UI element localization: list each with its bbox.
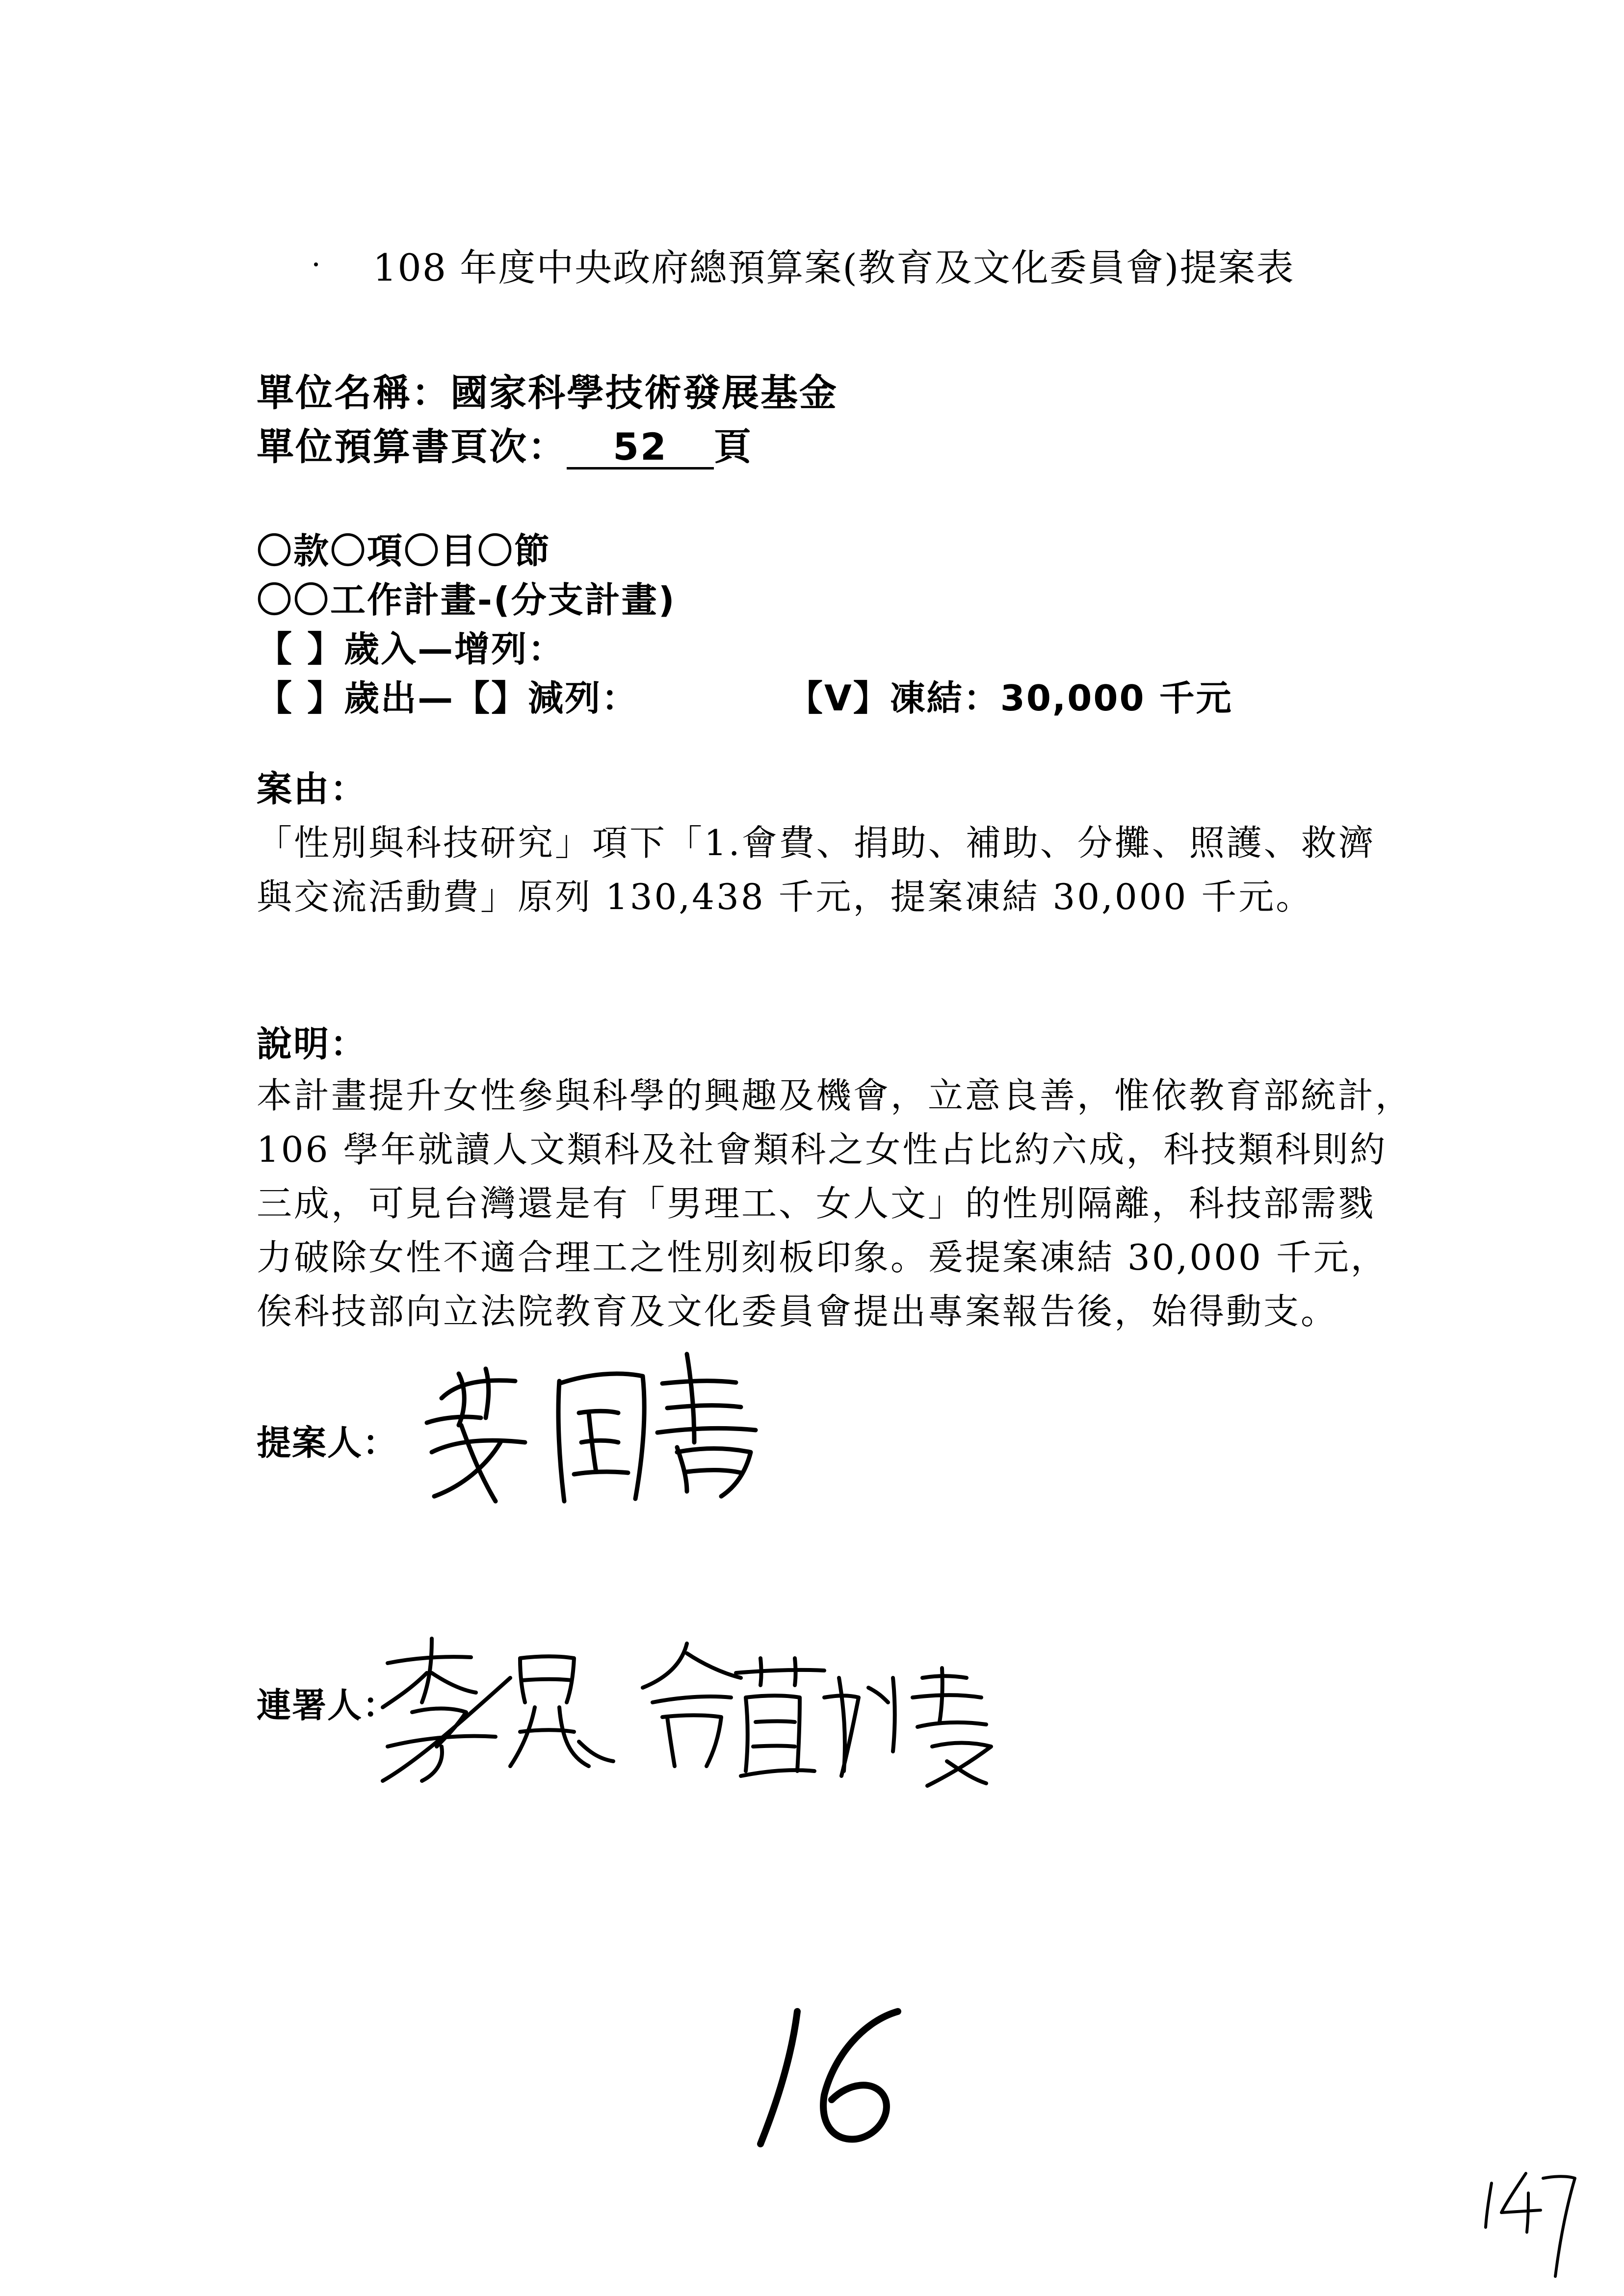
cosigner-label: 連署人： — [257, 1685, 398, 1725]
budget-page-suffix: 頁 — [714, 425, 753, 469]
explanation-line: 俟科技部向立法院教育及文化委員會提出專案報告後，始得動支。 — [257, 1291, 1338, 1332]
reason-heading: 案由： — [257, 768, 367, 809]
explanation-line: 本計畫提升女性參與科學的興趣及機會，立意良善，惟依教育部統計， — [257, 1075, 1413, 1116]
budget-page-line — [257, 417, 753, 470]
explanation-line: 三成，可見台灣還是有「男理工、女人文」的性別隔離，科技部需戮 — [257, 1183, 1376, 1224]
scan-speck — [314, 262, 318, 266]
proposer-signature — [412, 1344, 765, 1521]
plan-line: 〇〇工作計畫-(分支計畫) — [257, 579, 676, 621]
expenditure-line: 【 】歲出—【】減列： — [257, 678, 639, 719]
explanation-heading: 說明： — [257, 1023, 367, 1065]
item-line: 〇款〇項〇目〇節 — [257, 530, 551, 572]
explanation-line: 力破除女性不適合理工之性別刻板印象。爰提案凍結 30,000 千元， — [257, 1237, 1388, 1278]
cosigner-signature-2 — [726, 1648, 1001, 1796]
reason-line: 與交流活動費」原列 130,438 千元，提案凍結 30,000 千元。 — [257, 876, 1313, 917]
freeze-line: 【V】凍結：30,000 千元 — [787, 678, 1233, 719]
unit-name: 單位名稱：國家科學技術發展基金 — [257, 371, 838, 415]
budget-page-label: 單位預算書頁次： — [257, 425, 567, 469]
document-title: 108 年度中央政府總預算案(教育及文化委員會)提案表 — [373, 246, 1295, 289]
explanation-line: 106 學年就讀人文類科及社會類科之女性占比約六成，科技類科則約 — [257, 1129, 1388, 1170]
reason-line: 「性別與科技研究」項下「1.會費、捐助、補助、分攤、照護、救濟 — [257, 822, 1376, 863]
cosigner-signature-1 — [373, 1634, 648, 1786]
revenue-line: 【 】歲入—增列： — [257, 628, 565, 670]
corner-page-number — [1482, 2164, 1580, 2281]
budget-page-number: 52 — [567, 427, 714, 470]
handwritten-number-16 — [751, 2002, 913, 2154]
proposer-label: 提案人： — [257, 1423, 398, 1463]
